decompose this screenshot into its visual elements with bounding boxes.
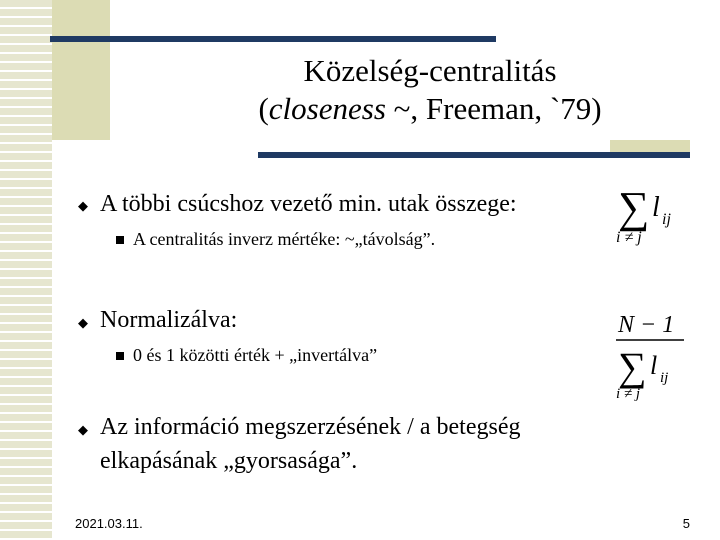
bullet-2-sub-text: 0 és 1 közötti érték + „invertálva” [133,345,378,365]
sum-subscript: ij [662,211,671,228]
title-line-1: Közelség-centralitás [303,53,557,88]
bullet-diamond-icon: ◆ [78,315,88,330]
sum-index: i ≠ j [616,229,642,246]
title-line-2 [150,90,710,128]
denominator-term: l [650,351,658,380]
bullet-diamond-icon: ◆ [78,422,88,437]
bullet-1-sub-text: A centralitás inverz mértéke: ~„távolság”. [133,229,436,249]
bullet-3-text-line-2: elkapásának „gyorsasága”. [100,448,358,474]
title-open-paren: ( [258,91,269,126]
title-bar-bottom [258,152,690,158]
slide-title [150,52,710,128]
bullet-1-text: A többi csúcshoz vezető min. utak összege: [100,191,517,217]
sub-bullet-square-icon [116,352,124,360]
sub-bullet-square-icon [116,236,124,244]
title-italic-term: closeness [268,91,386,126]
title-rest: ~, Freeman, `79) [385,91,602,126]
denominator-subscript: ij [660,370,669,386]
denominator-sum-symbol: ∑ [618,344,647,389]
bullet-2-text: Normalizálva: [100,307,238,333]
denominator-index: i ≠ j [616,386,641,402]
numerator: N − 1 [618,312,675,338]
sum-symbol: ∑ [618,183,650,232]
decorative-stripes [0,0,52,540]
decorative-block-top-left [52,0,110,140]
footer-date: 2021.03.11. [75,516,143,531]
bullet-3-text-line-1: Az információ megszerzésének / a betegség [100,414,521,440]
sum-term: l [652,192,660,223]
footer-page-number: 5 [682,516,690,531]
sum-formula [612,178,684,250]
normalized-formula [612,306,688,402]
bullet-diamond-icon: ◆ [78,198,88,213]
title-bar-top [50,36,496,42]
